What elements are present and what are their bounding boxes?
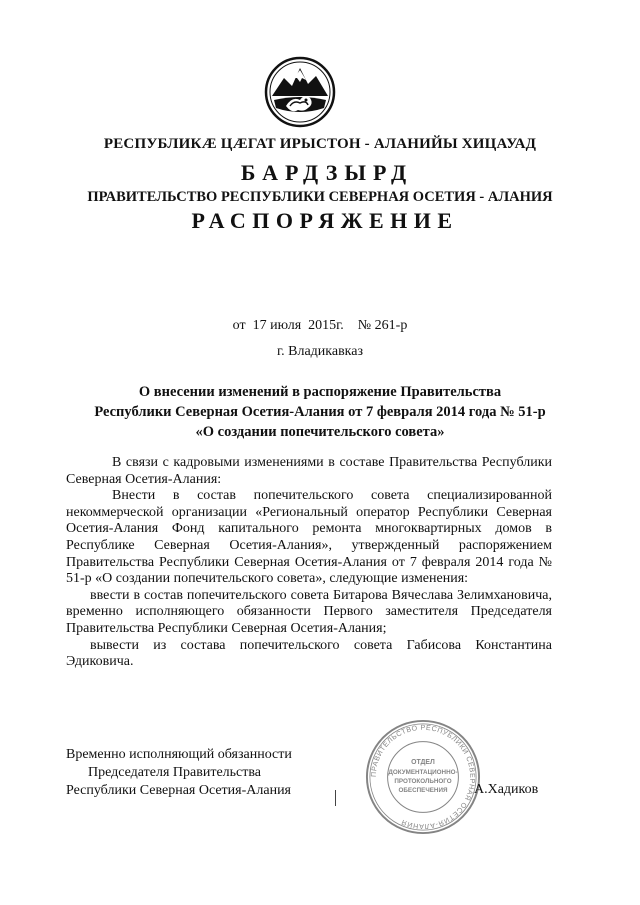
coat-of-arms-icon bbox=[264, 56, 336, 128]
document-city: г. Владикавказ bbox=[276, 344, 364, 359]
signature-title-line: Председателя Правительства bbox=[88, 765, 262, 780]
title-line: «О создании попечительского совета» bbox=[195, 424, 445, 440]
signature-title-line: Республики Северная Осетия-Алания bbox=[66, 783, 291, 798]
document-title bbox=[0, 382, 640, 442]
seal-center-line: ОБЕСПЕЧЕНИЯ bbox=[398, 786, 448, 794]
official-seal bbox=[364, 718, 482, 836]
seal-center-line: ОТДЕЛ bbox=[411, 759, 435, 767]
document-body bbox=[66, 455, 552, 671]
header-republic-ossetian: РЕСПУБЛИКӔ ЦӔГАТ ИРЫСТОН - АЛАНИЙЫ ХИЦАУАД bbox=[103, 136, 537, 152]
signature-block bbox=[66, 746, 292, 800]
seal-center-line: ДОКУМЕНТАЦИОННО- bbox=[388, 769, 458, 777]
paragraph-main: Внести в состав попечительского совета специализированной некоммерческой организации «Региональный оператор Республики Северная Осетия-Алания Фонд капитального ремонта многоквартирных домов в Республике Северная Осетия-Алания», утвержденный распоряжением Правительства Республики Северная Осетия-Алания от 7 февраля 2014 года № 51-р «О создании попечительского совета», следующие изменения: bbox=[66, 488, 552, 587]
header-government: ПРАВИТЕЛЬСТВО РЕСПУБЛИКИ СЕВЕРНАЯ ОСЕТИЯ - АЛАНИЯ bbox=[87, 189, 553, 205]
seal-outer-text: ПРАВИТЕЛЬСТВО РЕСПУБЛИКИ СЕВЕРНАЯ ОСЕТИЯ-АЛАНИЯ bbox=[369, 723, 477, 831]
signatory-name: А.Хадиков bbox=[474, 782, 539, 797]
title-line: О внесении изменений в распоряжение Правительства bbox=[138, 384, 502, 400]
document-type: РАСПОРЯЖЕНИЕ bbox=[191, 208, 459, 233]
document-date-number: от 17 июля 2015г. № 261-р bbox=[232, 318, 408, 333]
header-bardzyrd: БАРДЗЫРД bbox=[240, 160, 414, 185]
title-line: Республики Северная Осетия-Алания от 7 февраля 2014 года № 51-р bbox=[94, 404, 546, 420]
signature-mark bbox=[335, 790, 336, 806]
paragraph-remove-member: вывести из состава попечительского совета Габисова Константина Эдиковича. bbox=[66, 637, 552, 670]
signature-title-line: Временно исполняющий обязанности bbox=[66, 747, 292, 762]
seal-center-line: ПРОТОКОЛЬНОГО bbox=[394, 777, 452, 785]
paragraph-add-member: ввести в состав попечительского совета Битарова Вячеслава Зелимхановича, временно исполняющего обязанности Первого заместителя Председателя Правительства Республики Северная Осетия-Алания; bbox=[66, 587, 552, 636]
paragraph-intro: В связи с кадровыми изменениями в составе Правительства Республики Северная Осетия-Алания: bbox=[66, 455, 552, 487]
